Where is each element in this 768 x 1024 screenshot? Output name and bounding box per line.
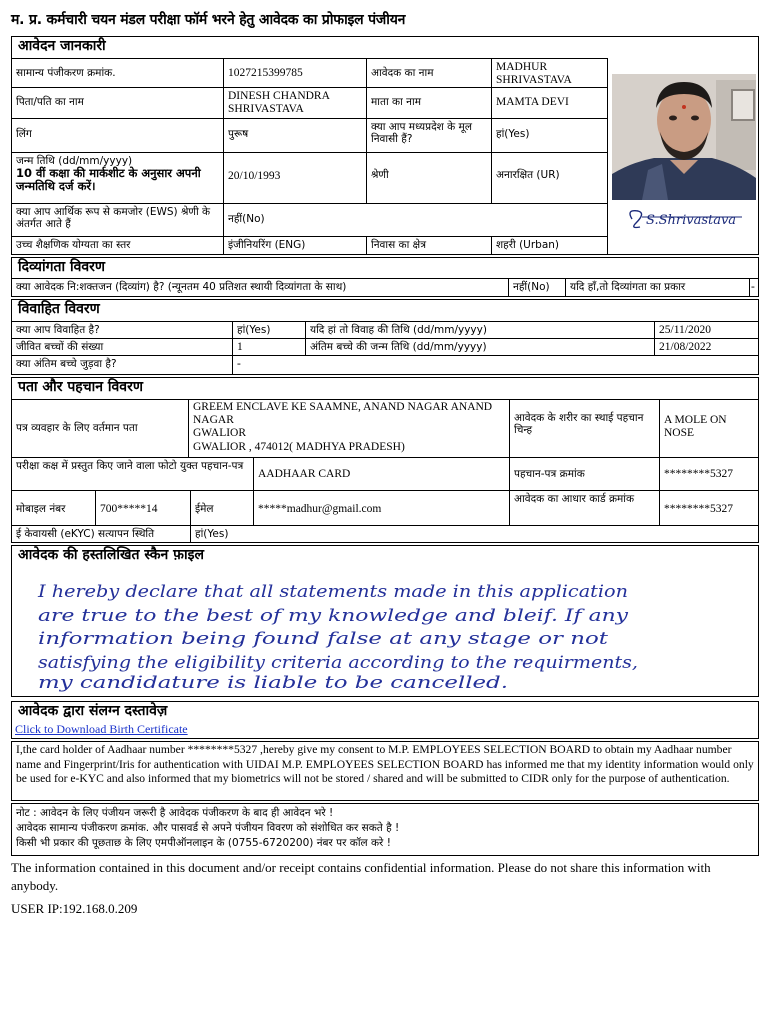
area-value: शहरी (Urban) [491, 236, 608, 255]
section-title-marital: विवाहित विवरण [18, 301, 100, 317]
address-value [188, 399, 510, 458]
note-line-3: किसी भी प्रकार की पूछताछ के लिए एमपीऑनलाइन के (0755-6720200) नंबर पर कॉल करे ! [16, 837, 391, 850]
disability-type-label: यदि हाँ,तो दिव्यांगता का प्रकार [565, 278, 750, 297]
dob-label-cell [11, 152, 224, 204]
last-child-label: अंतिम बच्चे की जन्म तिथि (dd/mm/yyyy) [305, 338, 655, 356]
mother-label: माता का नाम [366, 87, 492, 119]
handwriting-line-4: satisfying the eligibility criteria according to the requirments, [38, 653, 638, 673]
reg-no-label: सामान्य पंजीकरण क्रमांक. [11, 58, 224, 88]
identity-mark-value: A MOLE ON NOSE [659, 399, 759, 458]
category-value: अनारक्षित (UR) [491, 152, 608, 204]
section-title-handwriting: आवेदक की हस्तलिखित स्कैन फ़ाइल [18, 547, 204, 563]
applicant-photo [612, 74, 756, 200]
name-value: MADHUR SHRIVASTAVA [491, 58, 608, 88]
twins-label: क्या अंतिम बच्चे जुड़वा है? [11, 355, 233, 375]
gender-label: लिंग [11, 118, 224, 153]
confidentiality-notice: The information contained in this document and/or receipt contains confidential information. Please do not share this information with anybody. [11, 860, 711, 893]
name-label: आवेदक का नाम [366, 58, 492, 88]
handwriting-scan-image [14, 570, 650, 696]
address-line-2: GWALIOR [193, 427, 247, 440]
handwriting-line-5: my candidature is liable to be cancelled. [38, 673, 508, 693]
section-title-address: पता और पहचान विवरण [18, 379, 143, 395]
applicant-signature [612, 203, 756, 235]
section-title-disability: दिव्यांगता विवरण [18, 259, 105, 275]
disability-type-value: - [749, 278, 759, 297]
edu-label: उच्च शैक्षणिक योग्यता का स्तर [11, 236, 224, 255]
email-value: *****madhur@gmail.com [253, 490, 510, 526]
last-child-value: 21/08/2022 [654, 338, 759, 356]
documents-section [11, 701, 759, 739]
dob-value: 20/10/1993 [223, 152, 367, 204]
id-number-value: ********5327 [659, 457, 759, 491]
handwriting-line-3: information being found false at any stage or not [38, 629, 609, 649]
married-label: क्या आप विवाहित है? [11, 321, 233, 339]
handwriting-line-1: I hereby declare that all statements made in this application [36, 582, 628, 602]
father-value: DINESH CHANDRA SHRIVASTAVA [223, 87, 367, 119]
children-value: 1 [232, 338, 306, 356]
children-label: जीवित बच्चों की संख्या [11, 338, 233, 356]
dob-note: 10 वीं कक्षा की मार्कशीट के अनुसार अपनी जन्मतिथि दर्ज करें। [16, 166, 201, 194]
section-title-application: आवेदन जानकारी [18, 38, 106, 54]
note-line-2: आवेदक सामान्य पंजीकरण क्रमांक. और पासवर्ड से अपने पंजीयन विवरण को संशोधित कर सकते है ! [16, 822, 400, 835]
twins-value: - [232, 355, 759, 375]
father-label: पिता/पति का नाम [11, 87, 224, 119]
mobile-value: 700*****14 [95, 490, 191, 526]
section-title-documents: आवेदक द्वारा संलग्न दस्तावेज़ [18, 703, 168, 719]
id-document-value: AADHAAR CARD [253, 457, 510, 491]
ews-label: क्या आप आर्थिक रूप से कमजोर (EWS) श्रेणी के अंतर्गत आते हैं [11, 203, 224, 237]
user-ip: USER IP:192.168.0.209 [11, 901, 138, 916]
mobile-label: मोबाइल नंबर [11, 490, 96, 526]
native-value: हां(Yes) [491, 118, 608, 153]
aadhaar-label: आवेदक का आधार कार्ड क्रमांक [509, 490, 660, 526]
native-label: क्या आप मध्यप्रदेश के मूल निवासी हैं? [366, 118, 492, 153]
handwriting-line-2: are true to the best of my knowledge and bleif. If any [38, 606, 629, 626]
address-label: पत्र व्यवहार के लिए वर्तमान पता [11, 399, 189, 458]
ekyc-value: हां(Yes) [190, 525, 759, 543]
id-document-label: परीक्षा कक्ष में प्रस्तुत किए जाने वाला फोटो युक्त पहचान-पत्र [11, 457, 254, 491]
disability-answer: नहीं(No) [508, 278, 566, 297]
ews-value: नहीं(No) [223, 203, 608, 237]
page-title: म. प्र. कर्मचारी चयन मंडल परीक्षा फॉर्म भरने हेतु आवेदक का प्रोफाइल पंजीयन [11, 12, 406, 28]
marriage-date-label: यदि हां तो विवाह की तिथि (dd/mm/yyyy) [305, 321, 655, 339]
disability-question: क्या आवेदक नि:शक्तजन (दिव्यांग) है? (न्यूनतम 40 प्रतिशत स्थायी दिव्यांगता के साथ) [11, 278, 509, 297]
dob-label: जन्म तिथि (dd/mm/yyyy) [16, 155, 133, 167]
note-line-1: नोट : आवेदन के लिए पंजीयन जरूरी है आवेदक पंजीकरण के बाद ही आवेदन भरे ! [16, 807, 334, 819]
reg-no-value: 1027215399785 [223, 58, 367, 88]
consent-text: I,the card holder of Aadhaar number ********5327 ,hereby give my consent to M.P. EMPLOYEES SELECTION BOARD to obtain my Aadhaar number name and Fingerprint/Iris for authentication with UIDAI M.P. EMPLOYEES SELECTION BOARD has informed me that my identity information would only be used for e-KYC and also informed that my biometrics will not be stored / shared and will be submitted to CIDR only for the purpose of authentication. [11, 741, 759, 801]
notes-box [11, 803, 759, 856]
ekyc-label: ई केवायसी (eKYC) सत्यापन स्थिति [11, 525, 191, 543]
download-birth-certificate-link[interactable]: Click to Download Birth Certificate [15, 722, 188, 736]
area-label: निवास का क्षेत्र [366, 236, 492, 255]
edu-value: इंजीनियरिंग (ENG) [223, 236, 367, 255]
married-value: हां(Yes) [232, 321, 306, 339]
address-line-1: GREEM ENCLAVE KE SAAMNE, ANAND NAGAR ANAND NAGAR [193, 401, 493, 427]
category-label: श्रेणी [366, 152, 492, 204]
id-number-label: पहचान-पत्र क्रमांक [509, 457, 660, 491]
signature-text: S.Shrivastava [646, 213, 737, 228]
address-line-3: GWALIOR , 474012( MADHYA PRADESH) [193, 440, 405, 453]
email-label: ईमेल [190, 490, 254, 526]
mother-value: MAMTA DEVI [491, 87, 608, 119]
marriage-date-value: 25/11/2020 [654, 321, 759, 339]
identity-mark-label: आवेदक के शरीर का स्थाई पहचान चिन्ह [509, 399, 660, 458]
gender-value: पुरूष [223, 118, 367, 153]
aadhaar-value: ********5327 [659, 490, 759, 526]
